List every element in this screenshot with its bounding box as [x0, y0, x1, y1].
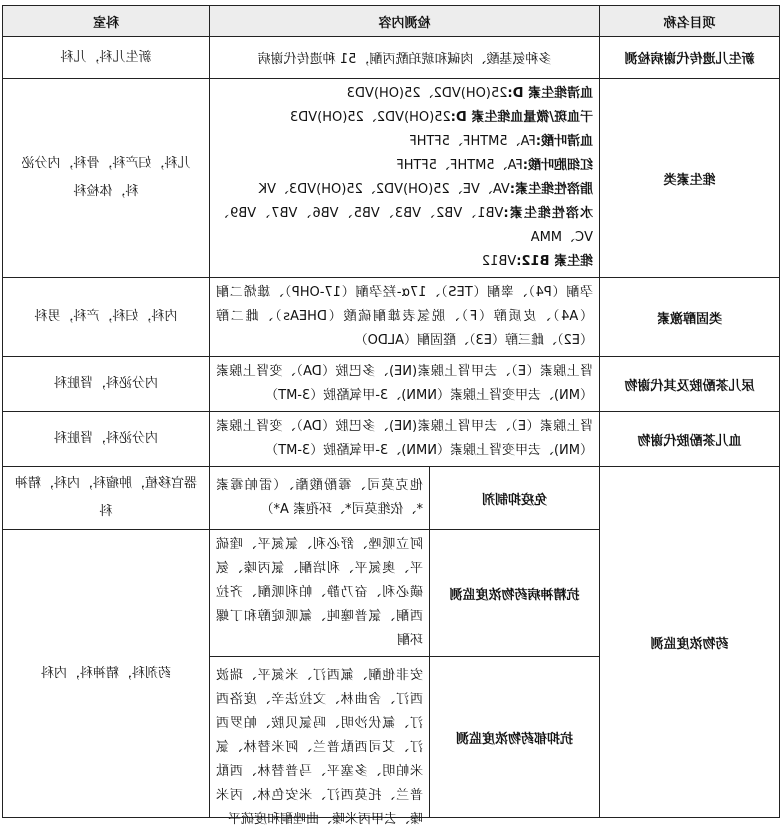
header-content: 检测内容 [209, 6, 599, 37]
item-dept: 儿科，妇产科，骨科，内分泌科，体检科 [2, 79, 209, 278]
item-name: 类固醇激素 [600, 278, 780, 357]
item-content: 阿立哌唑、舒必利、氯氮平、喹硫平、奥氮平、利培酮、氯丙嗪、氨磺必利、奋乃静、帕利哌酮、齐拉西酮、氯普噻吨、氟哌啶醇和丁螺环酮 [209, 530, 429, 657]
header-dept: 科室 [2, 6, 209, 37]
table-row [2, 412, 779, 467]
table-row [2, 79, 779, 278]
item-name: 血儿茶酚胺代谢物 [600, 412, 780, 467]
item-name: 药物浓度监测 [600, 467, 780, 818]
content-line: 维生素 B12:VB12 [481, 254, 593, 269]
header-row [2, 6, 779, 37]
item-name: 新生儿遗传代谢病检测 [600, 37, 780, 79]
item-dept: 新生儿科，儿科 [2, 37, 209, 79]
table-row [2, 357, 779, 412]
sub-item-name: 抗精神病药物浓度监测 [430, 530, 600, 657]
item-name: 尿儿茶酚胺及其代谢物 [600, 357, 780, 412]
content-line: 水溶性维生素:VB1、VB2、VB3、VB5、VB6、VB7、VB9、VC、MMA [215, 206, 593, 245]
table-row [2, 467, 779, 530]
item-content: 孕酮（P4）、睾酮（TES）、17α-羟孕酮（17-OHP）、雄烯二酮（A4）、皮质醇（F）、脱氢表雄酮硫酸（DHEAs）、雌二醇（E2）、雌三醇（E3）、醛固酮（ALDO） [209, 278, 599, 357]
item-content: 肾上腺素（E）、去甲肾上腺素(NE)、多巴胺（DA）、变肾上腺素（MN)、去甲变肾上腺素（NMN)、3-甲氧酪胺（3-MT） [209, 357, 599, 412]
item-content: 他克莫司、霉酚酸酯、（雷帕霉素*、依维莫司*、环孢素 A*） [209, 467, 429, 530]
content-line: 脂溶性维生素:VA、VE、25(OH)VD2、25(OH)VD3、VK [258, 182, 593, 197]
content-line: 红细胞叶酸:FA、5MTHF、5FTHF [396, 158, 593, 173]
item-name: 维生素类 [600, 79, 780, 278]
table-row [2, 37, 779, 79]
content-line: 干血斑/微量血维生素 D:25(OH)VD2、25(OH)VD3 [289, 110, 593, 125]
content-line: 血清叶酸:FA、5MTHF、5FTHF [409, 134, 593, 149]
item-dept: 器官移植，肿瘤科，内科，精神科 [2, 467, 209, 530]
header-name: 项目名称 [600, 6, 780, 37]
item-content: 肾上腺素（E）、去甲肾上腺素(NE)、多巴胺（DA）、变肾上腺素（MN)、去甲变肾上腺素（NMN)、3-甲氧酪胺（3-MT） [209, 412, 599, 467]
sub-item-name: 抗抑郁药物浓度监测 [430, 657, 600, 818]
sub-item-name: 免疫抑制剂 [430, 467, 600, 530]
test-items-table [2, 5, 780, 827]
item-dept: 药剂科，精神科，内科 [2, 530, 209, 818]
item-content [209, 79, 599, 278]
content-line: 血清维生素 D:25(OH)VD2、25(OH)VD3 [346, 86, 593, 101]
table-row [2, 278, 779, 357]
item-dept: 内分泌科，肾脏科 [2, 412, 209, 467]
item-content: 安非他酮、氟西汀、米氮平、瑞波西汀、舍曲林、文拉法辛、度洛西汀、氟伏沙明、吗氯贝胺、帕罗西汀、艾司西酞普兰、阿米替林、氯米帕明、多塞平、马普替林、西酞普兰、托莫西汀、米安色林、丙米嗪、去甲丙米嗪、曲唑酮和度硫平 [215, 668, 423, 827]
item-content: 多种氨基酸、肉碱和琥珀酰丙酮，51 种遗传代谢病 [209, 37, 599, 79]
item-dept: 内分泌科，肾脏科 [2, 357, 209, 412]
item-dept: 内科，妇科，产科，男科 [2, 278, 209, 357]
